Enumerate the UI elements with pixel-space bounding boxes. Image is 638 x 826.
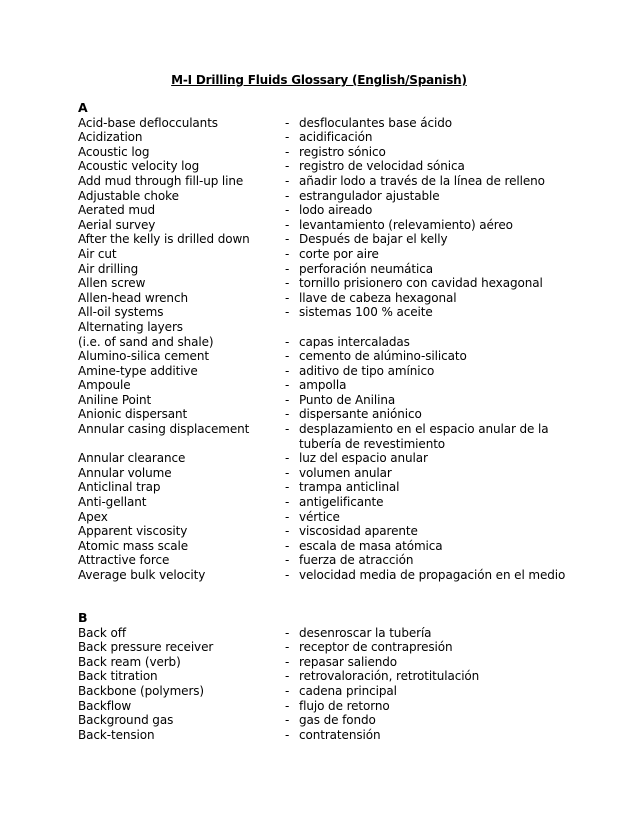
term-separator: - — [285, 217, 290, 232]
term-separator: - — [285, 188, 290, 203]
glossary-entry — [78, 262, 578, 277]
term-separator — [285, 320, 299, 335]
glossary-entry — [78, 451, 578, 466]
term-separator: - — [285, 422, 290, 437]
glossary-entry — [78, 218, 578, 233]
english-term: Backflow — [78, 698, 132, 713]
spanish-translation: sistemas 100 % aceite — [299, 305, 433, 320]
glossary-entry — [78, 466, 578, 481]
spanish-translation: tornillo prisionero con cavidad hexagonal — [299, 276, 543, 291]
term-separator: - — [285, 349, 290, 364]
glossary-entry — [78, 335, 578, 350]
english-term: Anti-gellant — [78, 495, 147, 510]
term-separator: - — [285, 683, 290, 698]
term-separator: - — [285, 246, 290, 261]
spanish-translation: contratensión — [299, 727, 381, 742]
glossary-entry — [78, 203, 578, 218]
section-letter: A — [78, 100, 88, 115]
english-term: Ampoule — [78, 378, 131, 393]
term-separator: - — [285, 509, 290, 524]
english-term: Amine-type additive — [78, 363, 198, 378]
spanish-translation: estrangulador ajustable — [299, 188, 440, 203]
spanish-translation: luz del espacio anular — [299, 451, 428, 466]
term-separator: - — [285, 538, 290, 553]
english-term: After the kelly is drilled down — [78, 232, 250, 247]
glossary-entry — [78, 320, 578, 335]
glossary-entry — [78, 422, 578, 451]
english-term: Acoustic velocity log — [78, 159, 200, 174]
english-term: Allen screw — [78, 276, 146, 291]
english-term: Air cut — [78, 246, 117, 261]
term-separator: - — [285, 625, 290, 640]
spanish-translation: desplazamiento en el espacio anular de la tubería de revestimiento — [299, 422, 549, 451]
term-separator: - — [285, 115, 290, 130]
english-term: Acidization — [78, 130, 143, 145]
spanish-translation: levantamiento (relevamiento) aéreo — [299, 217, 513, 232]
glossary-entry — [78, 510, 578, 525]
english-term: Apex — [78, 509, 108, 524]
glossary-entry — [78, 291, 578, 306]
glossary-entry — [78, 713, 578, 728]
glossary-entry — [78, 524, 578, 539]
term-separator: - — [285, 392, 290, 407]
term-separator: - — [285, 173, 290, 188]
english-term: Atomic mass scale — [78, 538, 189, 553]
spanish-translation: dispersante aniónico — [299, 407, 422, 422]
glossary-entry — [78, 640, 578, 655]
glossary-entry — [78, 699, 578, 714]
spanish-translation: registro de velocidad sónica — [299, 159, 465, 174]
english-term: Acoustic log — [78, 144, 150, 159]
term-separator: - — [285, 698, 290, 713]
glossary-entry — [78, 349, 578, 364]
english-term: Annular volume — [78, 465, 172, 480]
english-term: Anionic dispersant — [78, 407, 188, 422]
spanish-translation: vértice — [299, 509, 340, 524]
english-term: Back ream (verb) — [78, 654, 181, 669]
term-separator: - — [285, 727, 290, 742]
glossary-entry — [78, 159, 578, 174]
term-separator: - — [285, 407, 290, 422]
glossary-entry — [78, 407, 578, 422]
glossary-entry — [78, 480, 578, 495]
spanish-translation: perforación neumática — [299, 261, 434, 276]
spanish-translation: Después de bajar el kelly — [299, 232, 448, 247]
english-term: All-oil systems — [78, 305, 164, 320]
glossary-entry — [78, 553, 578, 568]
glossary-entry — [78, 669, 578, 684]
glossary-entry — [78, 116, 578, 131]
english-term: Adjustable choke — [78, 188, 179, 203]
glossary-entry — [78, 728, 578, 743]
spanish-translation: fuerza de atracción — [299, 553, 414, 568]
glossary-entry — [78, 495, 578, 510]
term-separator: - — [285, 334, 290, 349]
english-term: Backbone (polymers) — [78, 683, 205, 698]
term-separator: - — [285, 640, 290, 655]
glossary-entry — [78, 130, 578, 145]
spanish-translation: cemento de alúmino-silicato — [299, 349, 467, 364]
english-term: Anticlinal trap — [78, 480, 161, 495]
english-term: Apparent viscosity — [78, 524, 188, 539]
spanish-translation: viscosidad aparente — [299, 524, 418, 539]
english-term: Aerial survey — [78, 217, 156, 232]
spanish-translation: flujo de retorno — [299, 698, 390, 713]
english-term: Add mud through fill-up line — [78, 173, 244, 188]
term-separator: - — [285, 568, 290, 582]
glossary-entry — [78, 568, 578, 583]
term-separator: - — [285, 130, 290, 145]
term-separator: - — [285, 495, 290, 510]
spanish-translation: capas intercaladas — [299, 334, 410, 349]
spanish-translation: acidificación — [299, 130, 373, 145]
term-separator: - — [285, 378, 290, 393]
spanish-translation: retrovaloración, retrotitulación — [299, 669, 480, 684]
english-term: (i.e. of sand and shale) — [78, 334, 214, 349]
glossary-entry — [78, 655, 578, 670]
glossary-entry — [78, 626, 578, 641]
glossary-entry — [78, 232, 578, 247]
english-term: Back titration — [78, 669, 158, 684]
spanish-translation: velocidad media de propagación en el medio — [299, 568, 566, 582]
term-separator: - — [285, 480, 290, 495]
english-term: Alumino-silica cement — [78, 349, 209, 364]
term-separator: - — [285, 261, 290, 276]
english-term: Back pressure receiver — [78, 640, 214, 655]
term-separator: - — [285, 713, 290, 728]
term-separator: - — [285, 465, 290, 480]
english-term: Alternating layers — [78, 319, 183, 334]
english-term: Attractive force — [78, 553, 170, 568]
glossary-entry — [78, 378, 578, 393]
glossary-entry — [78, 145, 578, 160]
glossary-entry — [78, 247, 578, 262]
english-term: Aerated mud — [78, 203, 155, 218]
spanish-translation: añadir lodo a través de la línea de relleno — [299, 173, 545, 188]
english-term: Annular casing displacement — [78, 422, 250, 437]
glossary-entry — [78, 684, 578, 699]
spanish-translation: antigelificante — [299, 495, 384, 510]
term-separator: - — [285, 290, 290, 305]
spanish-translation: llave de cabeza hexagonal — [299, 290, 457, 305]
term-separator: - — [285, 363, 290, 378]
glossary-entry — [78, 174, 578, 189]
term-separator: - — [285, 159, 290, 174]
term-separator: - — [285, 203, 290, 218]
spanish-translation: cadena principal — [299, 683, 397, 698]
spanish-translation: trampa anticlinal — [299, 480, 400, 495]
spanish-translation: desfloculantes base ácido — [299, 115, 452, 130]
english-term: Background gas — [78, 713, 174, 728]
spanish-translation: registro sónico — [299, 144, 386, 159]
glossary-entry — [78, 189, 578, 204]
spanish-translation: lodo aireado — [299, 203, 373, 218]
term-separator: - — [285, 669, 290, 684]
spanish-translation: repasar saliendo — [299, 654, 397, 669]
spanish-translation: aditivo de tipo amínico — [299, 363, 435, 378]
term-separator: - — [285, 654, 290, 669]
spanish-translation — [299, 320, 577, 335]
section-letter: B — [78, 610, 88, 625]
spanish-translation: Punto de Anilina — [299, 392, 396, 407]
spanish-translation: ampolla — [299, 378, 347, 393]
term-separator: - — [285, 553, 290, 568]
english-term: Back off — [78, 625, 126, 640]
glossary-section-b — [78, 611, 578, 742]
page-title: M-I Drilling Fluids Glossary (English/Spanish) — [171, 73, 467, 87]
term-separator: - — [285, 305, 290, 320]
glossary-entry — [78, 393, 578, 408]
glossary-entry — [78, 305, 578, 320]
spanish-translation: gas de fondo — [299, 713, 376, 728]
term-separator: - — [285, 451, 290, 466]
spanish-translation: desenroscar la tubería — [299, 625, 432, 640]
glossary-entry — [78, 276, 578, 291]
english-term: Allen-head wrench — [78, 290, 188, 305]
term-separator: - — [285, 144, 290, 159]
spanish-translation: escala de masa atómica — [299, 538, 443, 553]
term-separator: - — [285, 232, 290, 247]
glossary-section-a — [78, 101, 578, 583]
english-term: Acid-base deflocculants — [78, 115, 218, 130]
english-term: Annular clearance — [78, 451, 186, 466]
spanish-translation: corte por aire — [299, 246, 379, 261]
english-term: Aniline Point — [78, 392, 152, 407]
glossary-entry — [78, 539, 578, 554]
spanish-translation: receptor de contrapresión — [299, 640, 453, 655]
english-term: Back-tension — [78, 727, 155, 742]
english-term: Average bulk velocity — [78, 568, 206, 582]
english-term: Air drilling — [78, 261, 139, 276]
term-separator: - — [285, 276, 290, 291]
glossary-entry — [78, 364, 578, 379]
spanish-translation: volumen anular — [299, 465, 392, 480]
term-separator: - — [285, 524, 290, 539]
